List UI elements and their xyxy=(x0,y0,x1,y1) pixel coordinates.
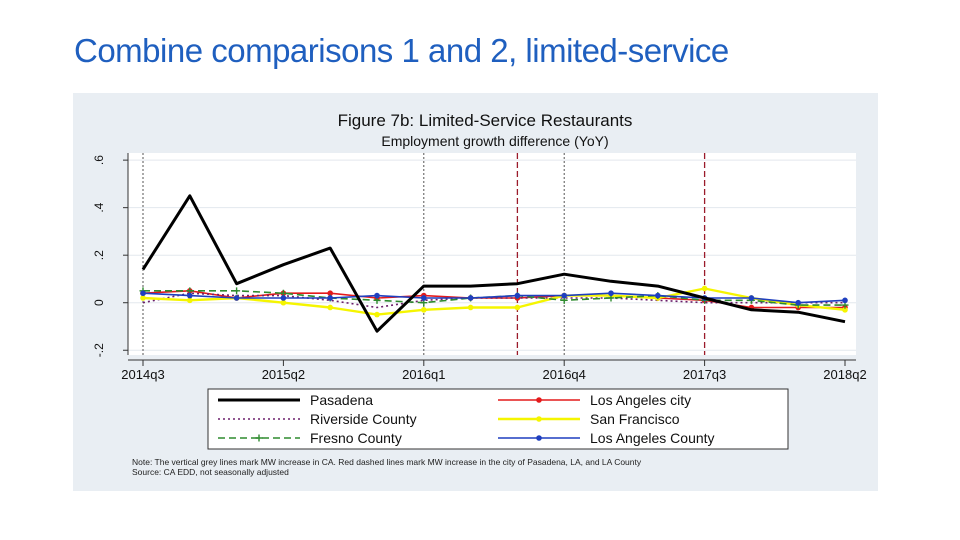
data-point-san-francisco xyxy=(515,305,521,311)
data-point-los-angeles-county xyxy=(561,293,567,299)
x-tick-label: 2016q4 xyxy=(542,367,586,382)
legend-label-fresno-county: Fresno County xyxy=(310,430,402,446)
data-point-san-francisco xyxy=(702,286,708,292)
legend-marker-los-angeles-city xyxy=(536,397,542,403)
data-point-los-angeles-county xyxy=(140,290,146,296)
data-point-los-angeles-county xyxy=(327,295,333,301)
line-chart xyxy=(73,93,878,491)
data-point-los-angeles-county xyxy=(234,295,240,301)
data-point-los-angeles-county xyxy=(421,295,427,301)
y-tick-label: .6 xyxy=(92,155,106,166)
legend-marker-san-francisco xyxy=(536,416,542,422)
chart-source: Source: CA EDD, not seasonally adjusted xyxy=(132,467,289,477)
legend-label-san-francisco: San Francisco xyxy=(590,411,680,427)
data-point-los-angeles-county xyxy=(187,293,193,299)
chart-title: Figure 7b: Limited-Service Restaurants xyxy=(337,111,633,130)
legend-label-los-angeles-city: Los Angeles city xyxy=(590,392,692,408)
legend-label-pasadena: Pasadena xyxy=(310,392,374,408)
x-tick-label: 2014q3 xyxy=(121,367,165,382)
x-tick-label: 2016q1 xyxy=(402,367,446,382)
data-point-los-angeles-county xyxy=(795,300,801,306)
slide-title: Combine comparisons 1 and 2, limited-service xyxy=(74,32,729,69)
data-point-los-angeles-county xyxy=(468,295,474,301)
x-tick-label: 2018q2 xyxy=(823,367,867,382)
data-point-los-angeles-county xyxy=(749,295,755,301)
y-tick-label: -.2 xyxy=(92,343,106,358)
data-point-los-angeles-county xyxy=(655,293,661,299)
x-tick-label: 2017q3 xyxy=(682,367,727,382)
data-point-san-francisco xyxy=(468,305,474,311)
data-point-san-francisco xyxy=(374,312,380,318)
chart-note: Note: The vertical grey lines mark MW increase in CA. Red dashed lines mark MW increase in the city of Pasadena, LA, and LA County xyxy=(132,457,642,467)
x-tick-label: 2015q2 xyxy=(261,367,306,382)
data-point-san-francisco xyxy=(421,307,427,313)
data-point-los-angeles-county xyxy=(608,290,614,296)
data-point-los-angeles-county xyxy=(842,298,848,304)
legend-label-los-angeles-county: Los Angeles County xyxy=(590,430,715,446)
chart-subtitle: Employment growth difference (YoY) xyxy=(381,133,609,149)
data-point-los-angeles-county xyxy=(281,295,287,301)
figure-panel xyxy=(73,93,878,491)
data-point-san-francisco xyxy=(327,305,333,311)
y-tick-label: 0 xyxy=(92,299,106,307)
legend-marker-los-angeles-county xyxy=(536,435,542,441)
data-point-los-angeles-county xyxy=(515,293,521,299)
plot-area xyxy=(128,153,856,355)
y-tick-label: .4 xyxy=(92,202,106,213)
y-tick-label: .2 xyxy=(92,250,106,261)
legend-label-riverside-county: Riverside County xyxy=(310,411,417,427)
data-point-los-angeles-county xyxy=(374,293,380,299)
